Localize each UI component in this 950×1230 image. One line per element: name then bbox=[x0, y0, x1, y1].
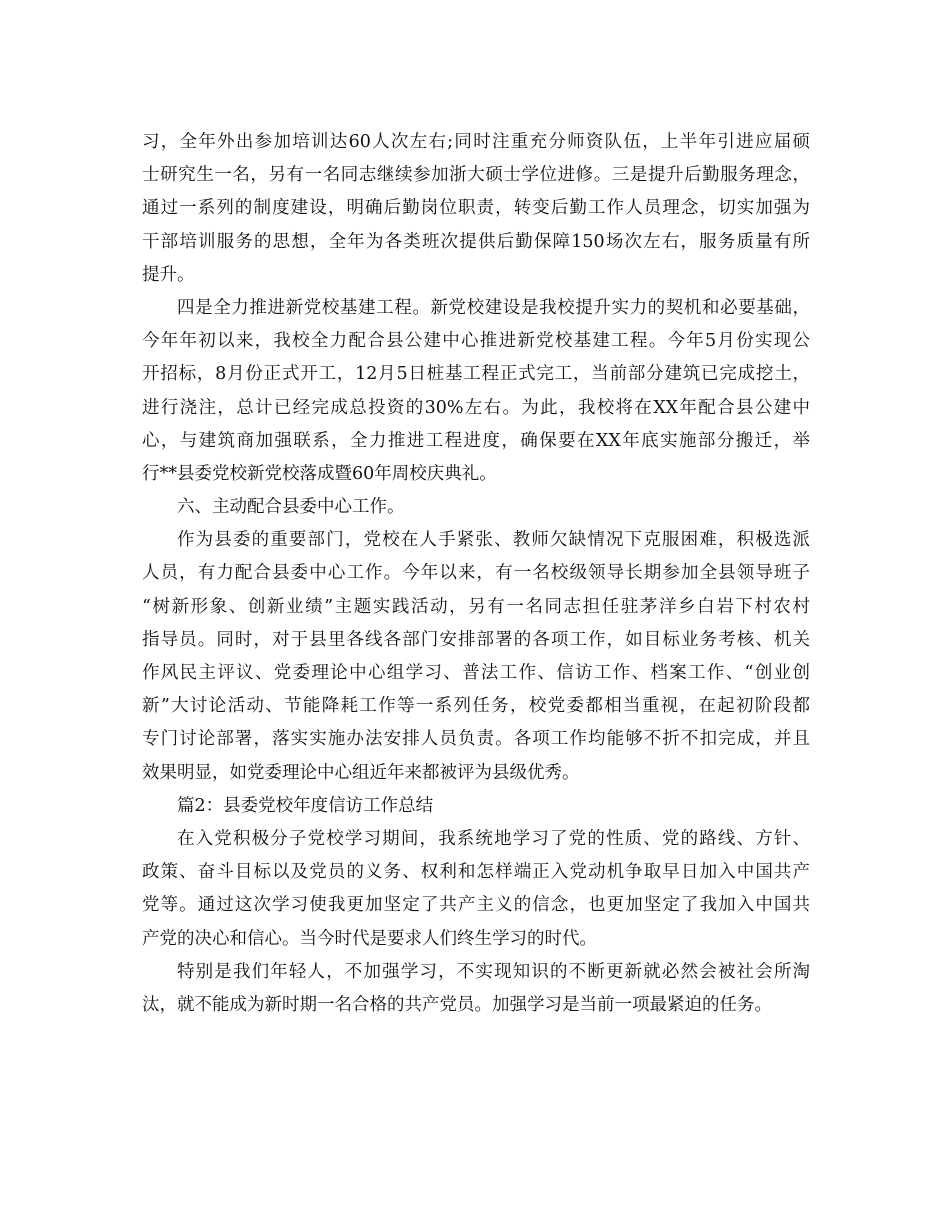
text-line: 产党的决心和信心。当今时代是要求人们终生学习的时代。 bbox=[142, 928, 597, 949]
paragraph-study bbox=[142, 823, 810, 956]
text-line: 篇2：县委党校年度信访工作总结 bbox=[177, 795, 434, 816]
text-line: 干部培训服务的思想，全年为各类班次提供后勤保障150场次左右，服务质量有所 bbox=[142, 231, 810, 252]
text-line: 作为县委的重要部门，党校在人手紧张、教师欠缺情况下克服困难，积极选派 bbox=[177, 530, 810, 551]
text-line: 心，与建筑商加强联系，全力推进工程进度，确保要在XX年底实施部分搬迁，举 bbox=[142, 430, 810, 451]
text-line: 士研究生一名，另有一名同志继续参加浙大硕士学位进修。三是提升后勤服务理念， bbox=[142, 165, 810, 186]
text-line: 行**县委党校新党校落成暨60年周校庆典礼。 bbox=[142, 463, 497, 484]
text-line: 在入党积极分子党校学习期间，我系统地学习了党的性质、党的路线、方针、 bbox=[177, 828, 810, 849]
text-line: 提升。 bbox=[142, 264, 195, 285]
document-page bbox=[142, 126, 810, 1022]
paragraph-youth bbox=[142, 956, 810, 1022]
text-line: 今年年初以来，我校全力配合县公建中心推进新党校基建工程。今年5月份实现公 bbox=[142, 331, 810, 352]
text-line: 作风民主评议、党委理论中心组学习、普法工作、信访工作、档案工作、“创业创 bbox=[142, 663, 810, 683]
text-line: 专门讨论部署，落实实施办法安排人员负责。各项工作均能够不折不扣完成，并且 bbox=[142, 729, 810, 750]
text-line: 政策、奋斗目标以及党员的义务、权利和怎样端正入党动机争取早日加入中国共产 bbox=[142, 862, 810, 883]
text-line: “树新形象、创新业绩”主题实践活动，另有一名同志担任驻茅洋乡白岩下村农村 bbox=[142, 596, 810, 617]
text-line: 指导员。同时，对于县里各线各部门安排部署的各项工作，如目标业务考核、机关 bbox=[142, 629, 810, 650]
text-line: 新”大讨论活动、节能降耗工作等一系列任务，校党委都相当重视，在起初阶段都 bbox=[142, 696, 810, 717]
paragraph-logistics bbox=[142, 126, 810, 292]
text-line: 开招标，8月份正式开工，12月5日桩基工程正式完工，当前部分建筑已完成挖土， bbox=[142, 364, 810, 385]
paragraph-central-work bbox=[142, 524, 810, 790]
text-line: 六、主动配合县委中心工作。 bbox=[177, 497, 405, 518]
paragraph-construction bbox=[142, 292, 810, 491]
text-line: 效果明显，如党委理论中心组近年来都被评为县级优秀。 bbox=[142, 762, 580, 783]
text-line: 通过一系列的制度建设，明确后勤岗位职责，转变后勤工作人员理念，切实加强为 bbox=[142, 198, 810, 219]
text-line: 人员，有力配合县委中心工作。今年以来，有一名校级领导长期参加全县领导班子 bbox=[142, 563, 810, 584]
text-line: 党等。通过这次学习使我更加坚定了共产主义的信念，也更加坚定了我加入中国共 bbox=[142, 895, 810, 916]
text-line: 进行浇注，总计已经完成总投资的30%左右。为此，我校将在XX年配合县公建中 bbox=[142, 397, 810, 418]
text-line: 四是全力推进新党校基建工程。新党校建设是我校提升实力的契机和必要基础， bbox=[177, 297, 810, 318]
text-line: 特别是我们年轻人，不加强学习，不实现知识的不断更新就必然会被社会所淘 bbox=[177, 961, 810, 982]
text-line: 汰，就不能成为新时期一名合格的共产党员。加强学习是当前一项最紧迫的任务。 bbox=[142, 994, 772, 1015]
section-heading bbox=[142, 491, 810, 524]
text-line: 习，全年外出参加培训达60人次左右;同时注重充分师资队伍，上半年引进应届硕 bbox=[142, 132, 810, 152]
article-heading bbox=[142, 790, 810, 823]
